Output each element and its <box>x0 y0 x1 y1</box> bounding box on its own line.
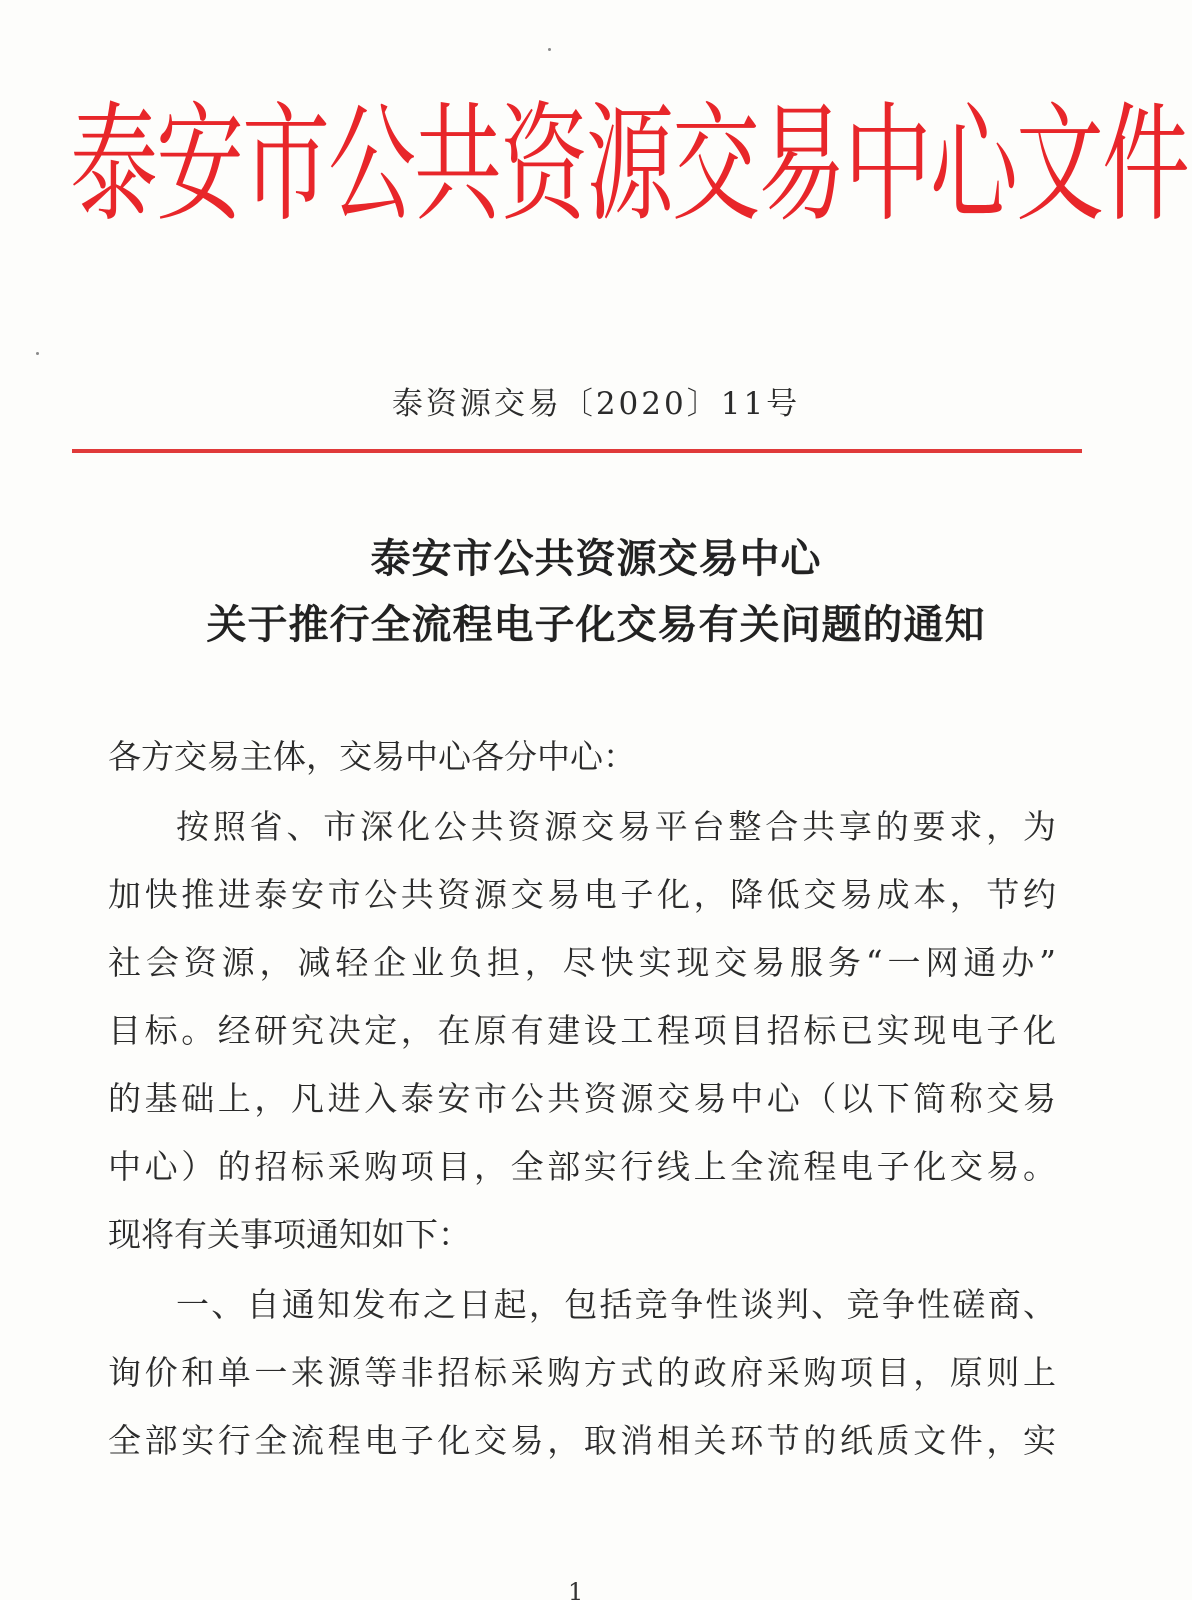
body-line: 的基础上，凡进入泰安市公共资源交易中心（以下简称交易 <box>108 1079 1056 1118</box>
scan-speck <box>36 352 39 355</box>
scan-speck <box>548 48 551 51</box>
body-line: 一、自通知发布之日起，包括竞争性谈判、竞争性磋商、 <box>176 1285 1056 1324</box>
salutation: 各方交易主体，交易中心各分中心： <box>108 737 636 776</box>
body-line: 现将有关事项通知如下： <box>108 1215 471 1254</box>
header-divider-line <box>72 449 1082 453</box>
body-line: 目标。经研究决定，在原有建设工程项目招标已实现电子化 <box>108 1011 1056 1050</box>
notice-title-line-1: 泰安市公共资源交易中心 <box>370 535 822 582</box>
body-line: 中心）的招标采购项目，全部实行线上全流程电子化交易。 <box>108 1147 1056 1186</box>
body-line: 加快推进泰安市公共资源交易电子化，降低交易成本，节约 <box>108 875 1056 914</box>
notice-title-line-2: 关于推行全流程电子化交易有关问题的通知 <box>206 601 986 648</box>
document-number: 泰资源交易〔2020〕11号 <box>391 386 801 422</box>
body-line: 全部实行全流程电子化交易，取消相关环节的纸质文件，实 <box>108 1421 1056 1460</box>
body-line: 按照省、市深化公共资源交易平台整合共享的要求，为 <box>176 807 1056 846</box>
page-number: 1 <box>568 1578 584 1606</box>
document-header-title: 泰安市公共资源交易中心文件 <box>70 89 1189 239</box>
body-line: 社会资源，减轻企业负担，尽快实现交易服务“一网通办” <box>108 943 1056 982</box>
body-line: 询价和单一来源等非招标采购方式的政府采购项目，原则上 <box>108 1353 1056 1392</box>
